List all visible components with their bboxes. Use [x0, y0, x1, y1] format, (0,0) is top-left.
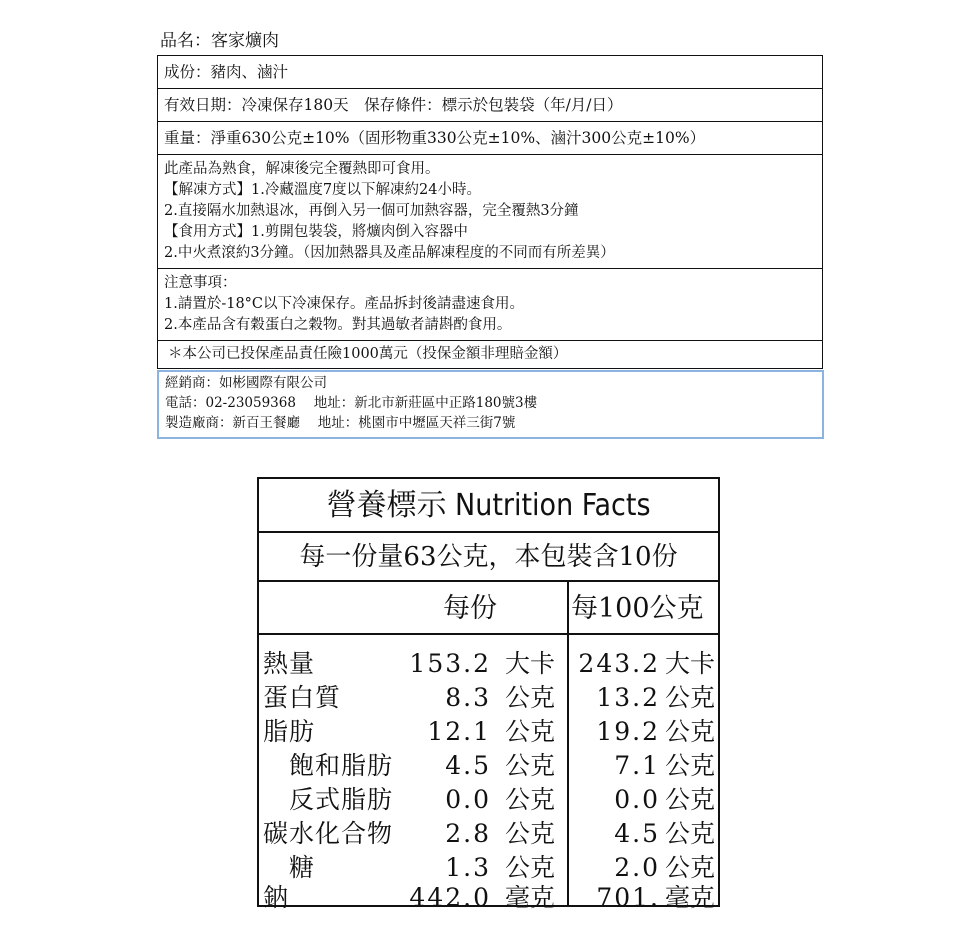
product-name: 品名：客家爌肉: [160, 31, 279, 51]
per-serving-unit: 公克: [505, 819, 556, 848]
per-serving-value: 12.1: [427, 717, 491, 746]
nutrient-name: 蛋白質: [263, 683, 342, 712]
serving-size: 每一份量63公克，本包裝含10份: [259, 533, 718, 582]
per-serving-unit: 大卡: [505, 649, 556, 678]
per-100g-value: 243.2: [578, 649, 660, 678]
manufacturer-line: 製造廠商：新百王餐廳 地址：桃園市中壢區天祥三街7號: [165, 415, 516, 431]
per-100g-value: 19.2: [596, 717, 660, 746]
nutrition-rows: [259, 635, 718, 912]
nutrient-name: 熱量: [263, 649, 316, 678]
per-100g-value: 701.: [596, 883, 660, 912]
per-100g-value: 0.0: [614, 785, 660, 814]
per-serving-unit: 公克: [505, 683, 556, 712]
per-100g-unit: 公克: [665, 853, 716, 882]
per-100g-unit: 大卡: [665, 649, 716, 678]
nutrient-name: 脂肪: [263, 717, 316, 746]
nutrient-name: 碳水化合物: [263, 819, 394, 848]
per-100g-value: 4.5: [614, 819, 660, 848]
column-divider: [567, 582, 569, 905]
per-serving-value: 4.5: [445, 751, 491, 780]
nutrient-row-saturated-fat: [259, 749, 718, 783]
per-100g-unit: 公克: [665, 751, 716, 780]
per-100g-value: 7.1: [614, 751, 660, 780]
usage-line: 【食用方式】1.剪開包裝袋，將爌肉倒入容器中: [164, 224, 468, 240]
nutrient-name: 反式脂肪: [289, 785, 394, 814]
per-serving-unit: 毫克: [505, 883, 556, 912]
per-serving-header: 每份: [443, 593, 497, 624]
insurance-row: ＊本公司已投保產品責任險1000萬元（投保金額非理賠金額）: [168, 346, 568, 362]
nutrient-name: 糖: [289, 853, 316, 882]
usage-line: 2.中火煮滾約3分鐘。（因加熱器具及產品解凍程度的不同而有所差異）: [164, 245, 615, 261]
distributor-line: 經銷商：如彬國際有限公司: [165, 375, 327, 391]
contact-box: [157, 370, 824, 439]
usage-line: 【解凍方式】1.冷藏溫度7度以下解凍約24小時。: [164, 182, 482, 198]
ingredients-row: 成份：豬肉、滷汁: [158, 56, 822, 89]
per-100g-unit: 公克: [665, 819, 716, 848]
nutrition-header: [259, 582, 718, 635]
nutrient-row-carbohydrate: [259, 817, 718, 851]
per-100g-unit: 毫克: [665, 883, 716, 912]
nutrition-facts-table: [257, 477, 720, 912]
per-serving-value: 153.2: [409, 649, 491, 678]
usage-section: [158, 155, 822, 269]
usage-line: 2.直接隔水加熱退冰，再倒入另一個可加熱容器，完全覆熱3分鐘: [164, 203, 579, 219]
per-serving-value: 0.0: [445, 785, 491, 814]
nutrient-row-fat: [259, 715, 718, 749]
per-serving-value: 8.3: [445, 683, 491, 712]
nutrient-row-sugar: [259, 851, 718, 885]
nutrition-title: 營養標示 Nutrition Facts: [259, 479, 718, 533]
nutrient-name: 鈉: [263, 883, 290, 912]
notice-line: 1.請置於-18°C以下冷凍保存。產品拆封後請盡速食用。: [164, 296, 525, 312]
nutrient-name: 飽和脂肪: [289, 751, 394, 780]
expiry-row: 有效日期：冷凍保存180天 保存條件：標示於包裝袋（年/月/日）: [158, 89, 822, 122]
per-100g-unit: 公克: [665, 785, 716, 814]
per-serving-value: 1.3: [445, 853, 491, 882]
notice-section: [158, 269, 822, 341]
per-serving-unit: 公克: [505, 717, 556, 746]
product-label-box: [157, 55, 823, 369]
per-serving-unit: 公克: [505, 751, 556, 780]
usage-line: 此產品為熟食，解凍後完全覆熱即可食用。: [164, 161, 440, 177]
nutrient-row-protein: [259, 681, 718, 715]
per-serving-value: 2.8: [445, 819, 491, 848]
notice-line: 2.本產品含有穀蛋白之穀物。對其過敏者請斟酌食用。: [164, 317, 512, 333]
per-100g-unit: 公克: [665, 683, 716, 712]
nutrient-row-sodium: [259, 881, 718, 915]
notice-line: 注意事項：: [164, 275, 237, 291]
per-100g-header: 每100公克: [571, 593, 704, 624]
per-100g-unit: 公克: [665, 717, 716, 746]
nutrient-row-energy: [259, 647, 718, 681]
weight-row: 重量：淨重630公克±10%（固形物重330公克±10%、滷汁300公克±10%）: [158, 122, 822, 155]
per-serving-unit: 公克: [505, 785, 556, 814]
per-100g-value: 13.2: [596, 683, 660, 712]
nutrient-row-trans-fat: [259, 783, 718, 817]
per-serving-value: 442.0: [409, 883, 491, 912]
per-serving-unit: 公克: [505, 853, 556, 882]
per-100g-value: 2.0: [614, 853, 660, 882]
phone-address-line: 電話：02-23059368 地址：新北市新莊區中正路180號3樓: [165, 395, 538, 411]
